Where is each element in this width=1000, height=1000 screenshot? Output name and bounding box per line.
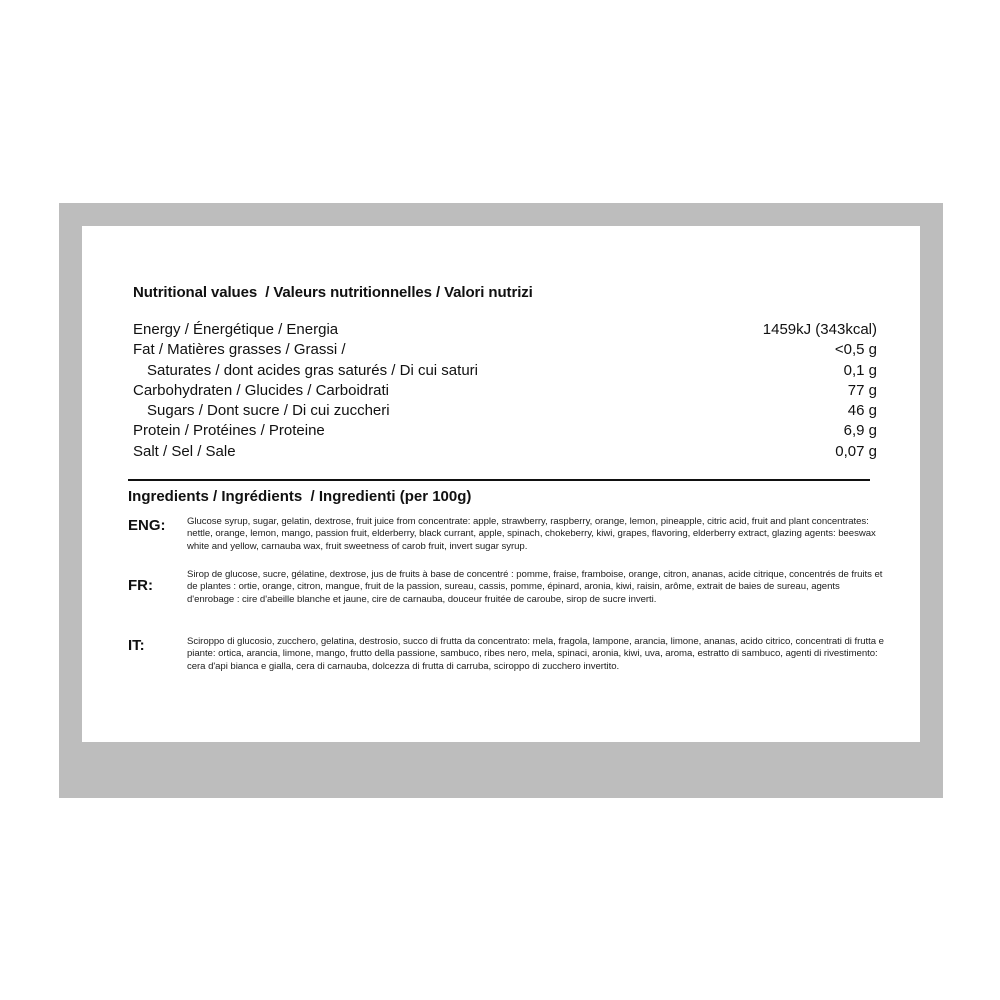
nutrition-label: Energy / Énergétique / Energia [133,321,339,338]
language-code-eng: ENG: [128,517,166,534]
nutrition-row-energy [133,320,877,340]
nutrition-label: Saturates / dont acides gras saturés / Di cui saturi [147,361,478,379]
nutrition-label: Protein / Protéines / Proteine [133,422,325,440]
nutrition-row-fat [133,340,877,360]
ingredients-title: Ingredients / Ingrédients / Ingredienti (per 100g) [128,488,472,505]
nutrition-label: Salt / Sel / Sale [133,442,236,460]
nutrition-title: Nutritional values / Valeurs nutritionnelles / Valori nutrizi [133,284,533,301]
nutrition-value: 0,1 g [843,361,877,379]
nutrition-value: 6,9 g [843,422,877,440]
nutrition-value: 1459kJ (343kcal) [762,321,877,338]
section-divider [128,479,870,481]
nutrition-value: <0,5 g [834,341,877,359]
nutrition-row-carbohydrates [133,381,877,401]
nutrition-row-protein [133,421,877,441]
language-code-fr: FR: [128,577,153,594]
nutrition-row-salt [133,442,877,462]
nutrition-label-card [82,226,920,742]
nutrition-row-sugars [133,401,877,421]
nutrition-value: 0,07 g [835,442,877,460]
nutrition-label: Carbohydraten / Glucides / Carboidrati [133,381,389,399]
ingredients-text-it: Sciroppo di glucosio, zucchero, gelatina, destrosio, succo di frutta da concentrato: mela, fragola, lampone, arancia, limone, ananas, acido citrico, concentrati di frutta e piante: ortica, arancia, limone, mango, frutto della passione, sambuco, ribes nero, mela, spinaci, aronia, kiwi, uva, aroma, estratto di sambuco, agenti di rivestimento: cera d'api bianca e gialla, cera di carnauba, dolcezza di frutta di carruba, sciroppo di zucchero invertito. [187,636,884,672]
nutrition-value: 77 g [847,381,877,399]
language-code-it: IT: [128,637,145,654]
nutrition-row-saturates [133,361,877,381]
ingredients-text-eng: Glucose syrup, sugar, gelatin, dextrose, fruit juice from concentrate: apple, strawberry, raspberry, orange, lemon, pineapple, citric acid, fruit and plant concentrates: nettle, orange, lemon, mango, passion fruit, elderberry, black currant, apple, spinach, chokeberry, kiwi, grapes, flavoring, elderberry extract, glazing agents: beeswax white and yellow, carnauba wax, fruit sweetness of carob fruit, invert sugar syrup. [187,516,876,552]
nutrition-label: Sugars / Dont sucre / Di cui zuccheri [147,402,390,420]
nutrition-value: 46 g [847,402,877,420]
ingredients-text-fr: Sirop de glucose, sucre, gélatine, dextrose, jus de fruits à base de concentré : pomme, fraise, framboise, orange, citron, ananas, acide citrique, concentrés de fruits et de plantes : ortie, orange, citron, mangue, fruit de la passion, sureau, cassis, pomme, épinard, aronia, kiwi, raisin, arôme, extrait de baies de sureau, agents d'enrobage : cire d'abeille blanche et jaune, cire de carnauba, douceur fruitée de caroube, sirop de sucre inverti. [187,569,883,605]
nutrition-table [133,320,877,462]
nutrition-label: Fat / Matières grasses / Grassi / [133,341,346,359]
